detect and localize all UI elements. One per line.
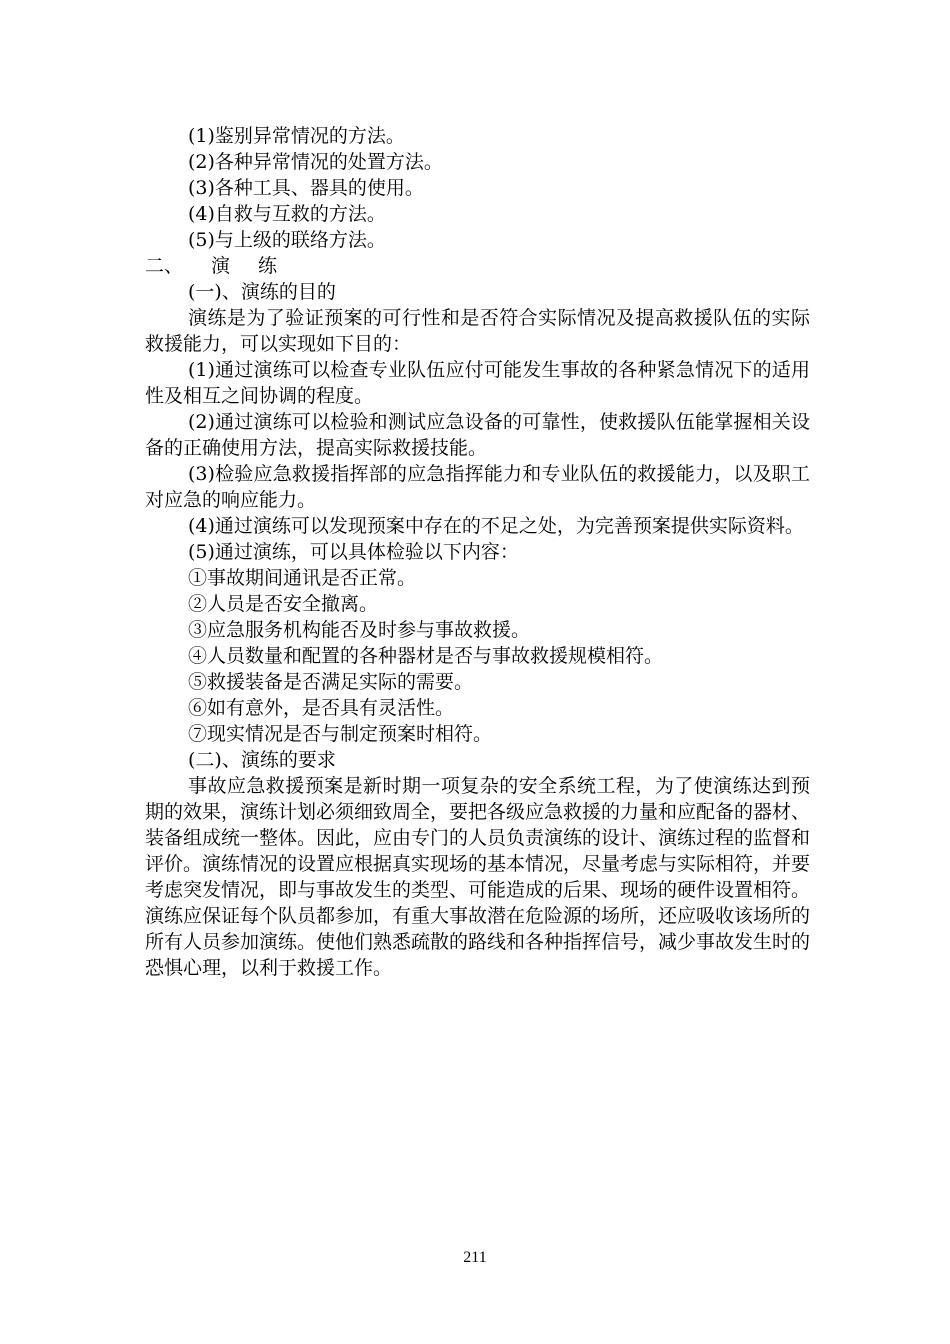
list-item: (3)各种工具、器具的使用。: [188, 177, 424, 199]
check-item: ④人员数量和配置的各种器材是否与事故救援规模相符。: [188, 645, 664, 667]
paragraph: (5)通过演练，可以具体检验以下内容：: [188, 541, 519, 563]
section-number: 二、: [145, 255, 184, 277]
section-heading: [145, 253, 810, 279]
check-item: ⑥如有意外，是否具有灵活性。: [188, 697, 455, 719]
check-item: ⑤救援装备是否满足实际的需要。: [188, 671, 474, 693]
page-number: 211: [463, 1249, 487, 1266]
list-item: (4)自救与互救的方法。: [188, 203, 386, 225]
section-title-char: 练: [258, 255, 278, 277]
section-title-char: 演: [211, 255, 231, 277]
check-item: ①事故期间通讯是否正常。: [188, 567, 417, 589]
subsection-heading: (二)、演练的要求: [188, 749, 336, 771]
paragraph: (1)通过演练可以检查专业队伍应付可能发生事故的各种紧急情况下的适用性及相互之间协调的程度。: [145, 359, 810, 407]
check-item: ⑦现实情况是否与制定预案时相符。: [188, 723, 493, 745]
paragraph: 演练是为了验证预案的可行性和是否符合实际情况及提高救援队伍的实际救援能力，可以实现如下目的：: [145, 307, 810, 355]
paragraph: (3)检验应急救援指挥部的应急指挥能力和专业队伍的救援能力，以及职工对应急的响应能力。: [145, 463, 810, 511]
subsection-heading: (一)、演练的目的: [188, 281, 336, 303]
list-item: (5)与上级的联络方法。: [188, 229, 386, 251]
check-item: ③应急服务机构能否及时参与事故救援。: [188, 619, 531, 641]
paragraph: 事故应急救援预案是新时期一项复杂的安全系统工程，为了使演练达到预期的效果，演练计划必须细致周全，要把各级应急救援的力量和应配备的器材、装备组成统一整体。因此，应由专门的人员负责演练的设计、演练过程的监督和评价。演练情况的设置应根据真实现场的基本情况，尽量考虑与实际相符，并要考虑突发情况，即与事故发生的类型、可能造成的后果、现场的硬件设置相符。演练应保证每个队员都参加，有重大事故潜在危险源的场所，还应吸收该场所的所有人员参加演练。使他们熟悉疏散的路线和各种指挥信号，减少事故发生时的恐惧心理，以利于救援工作。: [145, 775, 811, 979]
check-item: ②人员是否安全撤离。: [188, 593, 379, 615]
document-body: [145, 123, 810, 981]
list-item: (1)鉴别异常情况的方法。: [188, 125, 405, 147]
list-item: (2)各种异常情况的处置方法。: [188, 151, 443, 173]
paragraph: (4)通过演练可以发现预案中存在的不足之处，为完善预案提供实际资料。: [188, 515, 804, 537]
paragraph: (2)通过演练可以检验和测试应急设备的可靠性，使救援队伍能掌握相关设备的正确使用方法，提高实际救援技能。: [145, 411, 810, 459]
